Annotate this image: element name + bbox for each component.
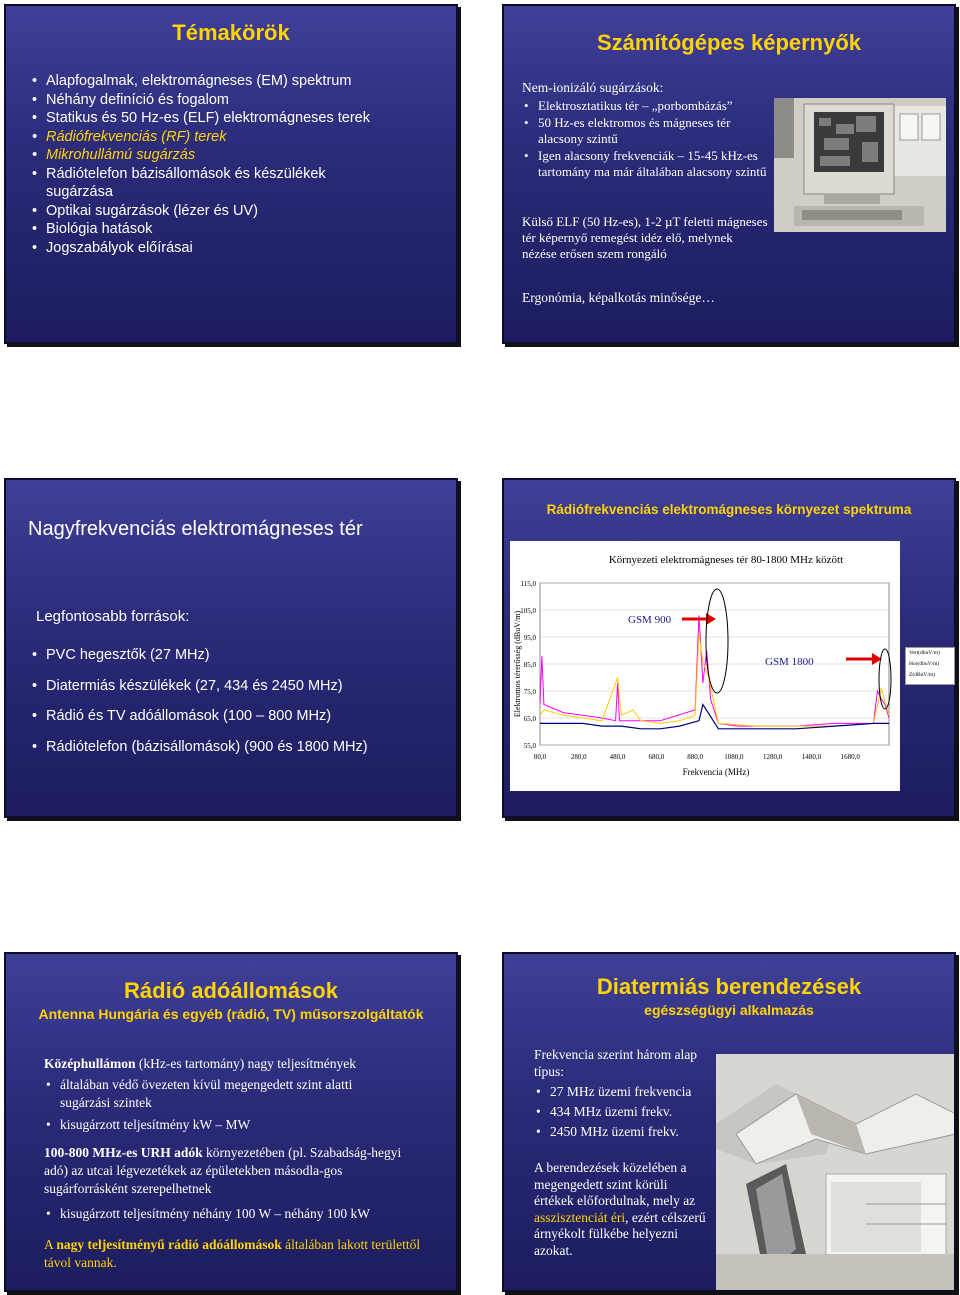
list-item: • Biológia hatások [30,220,430,239]
p-highlight: asszisztenciát éri [534,1209,626,1225]
monitor-photo [774,98,946,232]
legend-hor: Hor(dbuV/m) [909,661,940,667]
spectrum-chart [510,541,940,791]
paragraph-nagy-teljesitmeny [44,1236,424,1272]
chart-legend [905,647,955,685]
intro-text: Nem-ionizáló sugárzások: [522,80,664,95]
urh-list [44,1205,424,1223]
diathermy-photo [716,1054,956,1292]
list-item: • Jogszabályok előírásai [30,239,430,258]
sources-heading: Legfontosabb források: [36,608,190,625]
slide-footer: Ergonómia, képalkotás minősége… [522,290,715,305]
slide-kepernyok [502,4,956,344]
p-a: A berendezések közelében a megengedett szint körüli értékek előfordulnak, mely az [534,1160,696,1208]
legend-z: Z(dBuV/m) [909,672,935,678]
y-tick-label: 65,0 [523,715,536,723]
paragraph-kozephullam [44,1056,356,1072]
list-item: • Optikai sugárzások (lézer és UV) [30,202,430,221]
urh-bold: 100-800 MHz-es URH adók [44,1145,203,1160]
y-tick-label: 85,0 [523,661,536,669]
x-tick-label: 680,0 [648,753,665,761]
y-tick-label: 105,0 [520,607,536,615]
list-item: • Rádiótelefon (bázisállomások) (900 és 1800 MHz) [30,732,450,763]
list-item: • Rádiótelefon bázisállomások és készülékek sugárzása [30,165,366,202]
intro-text: Frekvencia szerint három alap típus: [534,1047,698,1079]
radiation-list [522,98,767,181]
y-axis-label: Elektromos térerősség (dBuV/m) [513,610,522,718]
list-item: • Alapfogalmak, elektromágneses (EM) spektrum [30,72,430,91]
annotation-gsm900: GSM 900 [628,614,672,626]
x-tick-label: 1080,0 [724,753,744,761]
sources-list [30,640,450,762]
list-item: • Rádiófrekvenciás (RF) terek [30,128,430,147]
list-item: • kisugárzott teljesítmény néhány 100 W – néhány 100 kW [44,1205,424,1223]
paragraph-urh [44,1144,424,1198]
nagy-bold: nagy teljesítményű rádió adóállomások [56,1237,282,1252]
slide-subtitle: egészségügyi alkalmazás [644,1002,814,1018]
x-tick-label: 1480,0 [801,753,822,761]
x-tick-label: 880,0 [687,753,703,761]
slide-radio-adoallomasok [4,952,458,1292]
elf-paragraph: Külső ELF (50 Hz-es), 1-2 µT feletti mágneses tér képernyő remegést idéz elő, melynek nézése erősen szem rongáló [522,214,768,261]
list-item: • Néhány definíció és fogalom [30,91,430,110]
slide-title: Rádiófrekvenciás elektromágneses környezet spektruma [546,502,912,517]
p-b: , ezért célszerű árnyékolt fülkébe helyezni azokat. [534,1209,706,1258]
list-item: • Elektrosztatikus tér – „porbombázás” [522,98,767,115]
x-axis-label: Frekvencia (MHz) [682,767,750,777]
list-item: • PVC hegesztők (27 MHz) [30,640,450,671]
x-tick-label: 80,0 [533,753,547,761]
slide-title: Számítógépes képernyők [596,30,862,55]
chart-title: Környezeti elektromágneses tér 80-1800 MHz között [608,554,844,566]
list-item: • Diatermiás készülékek (27, 434 és 2450 MHz) [30,671,450,702]
list-item: • Rádió és TV adóállomások (100 – 800 MHz) [30,701,450,732]
list-item: • 27 MHz üzemi frekvencia [534,1082,734,1102]
slide-temakorok [4,4,458,344]
y-tick-label: 75,0 [523,688,536,696]
y-axis [520,580,536,750]
kozephullam-bold: Középhullámon [44,1056,136,1071]
y-tick-label: 115,0 [520,580,536,588]
chart-svg [510,541,900,791]
list-item: • Statikus és 50 Hz-es (ELF) elektromágneses terek [30,109,430,128]
slide-subtitle: Antenna Hungária és egyéb (rádió, TV) műsorszolgáltatók [38,1006,424,1022]
nagy-a: A [44,1237,57,1252]
x-tick-label: 1280,0 [763,753,783,761]
y-tick-label: 95,0 [523,634,536,642]
x-tick-label: 1680,0 [840,753,860,761]
slide-title: Témakörök [172,20,290,45]
kozephullam-rest: (kHz-es tartomány) nagy teljesítmények [135,1056,356,1071]
frequency-list [534,1082,734,1142]
kozephullam-list [44,1076,404,1138]
list-item: • 434 MHz üzemi frekv. [534,1102,734,1122]
list-item: • kisugárzott teljesítmény kW – MW [44,1112,404,1138]
slide-nagyfrekvencias [4,478,458,818]
list-item: • általában védő övezeten kívül megengedett szint alatti sugárzási szintek [44,1076,404,1112]
slide-title: Diatermiás berendezések [596,974,862,999]
list-item: • Igen alacsony frekvenciák – 15-45 kHz-es tartomány ma már általában alacsony szintű [522,148,767,181]
nagy-rest: általában lakott területtől távol vannak. [44,1237,421,1270]
x-axis [534,753,860,761]
x-tick-label: 480,0 [609,753,626,761]
list-item: • 2450 MHz üzemi frekv. [534,1122,734,1142]
slide-diatermias [502,952,956,1292]
x-tick-label: 280,0 [570,753,587,761]
urh-rest: környezetében (pl. Szabadság-hegyi adó) az utcai légvezetékek az épületekben másodla-gos sugárforrásként szerepelhetnek [44,1145,402,1196]
annotation-gsm1800: GSM 1800 [765,656,814,668]
legend-vert: Vert(dbuV/m) [909,650,940,656]
list-item: • 50 Hz-es elektromos és mágneses tér alacsony szintű [522,115,767,148]
slide-title: Rádió adóállomások [124,978,338,1003]
list-item: • Mikrohullámú sugárzás [30,146,430,165]
topic-list [30,72,430,257]
slide-title: Nagyfrekvenciás elektromágneses tér [28,518,363,540]
paragraph-asszisztencia [534,1160,709,1259]
y-tick-label: 55,0 [523,742,536,750]
